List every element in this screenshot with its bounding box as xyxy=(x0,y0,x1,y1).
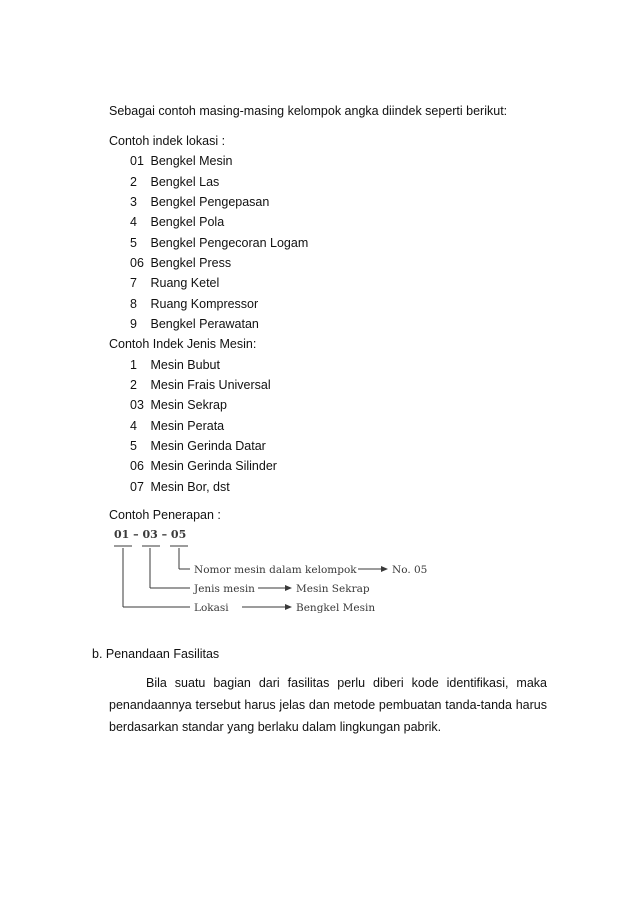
item-number: 06 xyxy=(130,256,144,270)
code-text: 01 – 03 – 05 xyxy=(114,528,187,541)
item-label: Bengkel Pengecoran Logam xyxy=(150,236,309,250)
item-label: Bengkel Pengepasan xyxy=(150,195,270,209)
item-number: 8 xyxy=(130,297,137,311)
item-number: 4 xyxy=(130,215,137,229)
item-number: 3 xyxy=(130,195,137,209)
list-item xyxy=(130,316,259,332)
list-item xyxy=(130,255,231,271)
list-item xyxy=(130,479,230,495)
item-number: 7 xyxy=(130,276,137,290)
item-label: Mesin Sekrap xyxy=(150,398,227,412)
list-item xyxy=(130,275,219,291)
row-result: Mesin Sekrap xyxy=(296,583,370,595)
item-label: Mesin Frais Universal xyxy=(150,378,271,392)
item-label: Bengkel Mesin xyxy=(150,154,233,168)
section-b-heading: b. Penandaan Fasilitas xyxy=(92,647,220,661)
item-number: 5 xyxy=(130,236,137,250)
section-b-paragraph xyxy=(109,672,547,738)
item-label: Bengkel Las xyxy=(150,175,220,189)
list-item xyxy=(130,235,308,251)
row-label: Nomor mesin dalam kelompok xyxy=(194,564,357,576)
item-number: 4 xyxy=(130,419,137,433)
penerapan-heading: Contoh Penerapan : xyxy=(109,508,221,522)
list-item xyxy=(130,357,220,373)
connector-lines xyxy=(114,546,190,607)
item-number: 06 xyxy=(130,459,144,473)
item-number: 1 xyxy=(130,358,137,372)
item-number: 9 xyxy=(130,317,137,331)
item-label: Bengkel Pola xyxy=(150,215,225,229)
list-item xyxy=(130,458,277,474)
item-label: Mesin Bor, dst xyxy=(150,480,230,494)
paragraph-line: penandaannya tersebut harus jelas dan metode pembuatan tanda-tanda harus xyxy=(109,698,547,712)
item-label: Ruang Kompressor xyxy=(150,297,259,311)
list-item xyxy=(130,377,271,393)
list-item xyxy=(130,438,266,454)
paragraph-line: Bila suatu bagian dari fasilitas perlu diberi kode identifikasi, maka xyxy=(146,676,547,690)
item-number: 2 xyxy=(130,378,137,392)
item-number: 2 xyxy=(130,175,137,189)
row-label: Lokasi xyxy=(194,602,229,614)
item-label: Mesin Gerinda Silinder xyxy=(150,459,277,473)
list-item xyxy=(130,174,219,190)
paragraph-line: berdasarkan standar yang berlaku dalam lingkungan pabrik. xyxy=(109,720,442,734)
list-item xyxy=(130,296,258,312)
item-label: Mesin Bubut xyxy=(150,358,220,372)
item-number: 07 xyxy=(130,480,144,494)
list-item xyxy=(130,214,224,230)
list-item xyxy=(130,153,232,169)
lokasi-heading: Contoh indek lokasi : xyxy=(109,134,226,148)
row-label: Jenis mesin xyxy=(194,583,255,595)
list-item xyxy=(130,397,227,413)
jenis-heading: Contoh Indek Jenis Mesin: xyxy=(109,337,257,351)
item-label: Mesin Gerinda Datar xyxy=(150,439,266,453)
intro-text: Sebagai contoh masing-masing kelompok angka diindek seperti berikut: xyxy=(109,104,508,118)
arrow-head-icon xyxy=(285,585,292,591)
item-label: Bengkel Perawatan xyxy=(150,317,259,331)
arrow-head-icon xyxy=(285,604,292,610)
item-label: Mesin Perata xyxy=(150,419,225,433)
item-number: 01 xyxy=(130,154,144,168)
row-result: No. 05 xyxy=(392,564,428,576)
arrow-head-icon xyxy=(381,566,388,572)
item-number: 5 xyxy=(130,439,137,453)
item-label: Bengkel Press xyxy=(150,256,232,270)
item-number: 03 xyxy=(130,398,144,412)
row-result: Bengkel Mesin xyxy=(296,602,376,614)
list-item xyxy=(130,194,269,210)
item-label: Ruang Ketel xyxy=(150,276,220,290)
list-item xyxy=(130,418,224,434)
code-diagram xyxy=(110,524,440,620)
